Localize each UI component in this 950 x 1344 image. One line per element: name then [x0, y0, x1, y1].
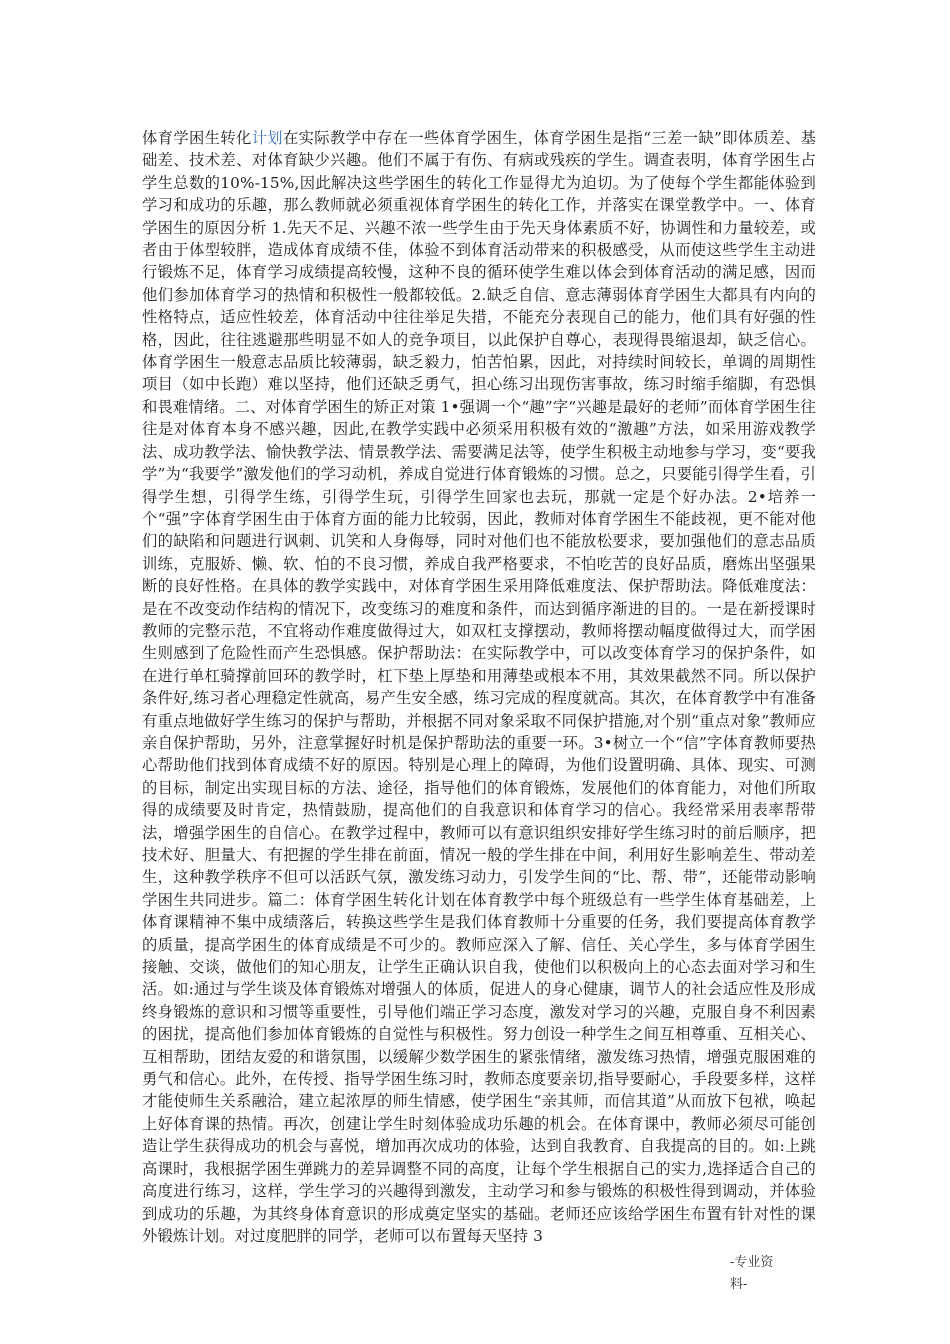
body-paragraph	[142, 127, 816, 1247]
body-text: 在实际教学中存在一些体育学困生，体育学困生是指“三差一缺”即体质差、基础差、技术差、对体育缺少兴趣。他们不属于有伤、有病或残疾的学生。调查表明，体育学困生占学生总数的10%-15%,因此解决这些学困生的转化工作显得尤为迫切。为了使每个学生都能体验到学习和成功的乐趣，那么教师就必须重视体育学困生的转化工作，并落实在课堂教学中。一、体育学困生的原因分析 1.先天不足、兴趣不浓一些学生由于先天身体素质不好，协调性和力量较差，或者由于体型较胖，造成体育成绩不佳，体验不到体育活动带来的积极感受，从而使这些学生主动进行锻炼不足，体育学习成绩提高较慢，这种不良的循环使学生难以体会到体育活动的满足感，因而他们参加体育学习的热情和积极性一般都较低。2.缺乏自信、意志薄弱体育学困生大都具有内向的性格特点，适应性较差，体育活动中往往举足失措，不能充分表现自己的能力，他们具有好强的性格，因此，往往逃避那些明显不如人的竞争项目，以此保护自尊心，表现得畏缩退却，缺乏信心。体育学困生一般意志品质比较薄弱，缺乏毅力，怕苦怕累，因此，对持续时间较长，单调的周期性项目（如中长跑）难以坚持，他们还缺乏勇气，担心练习出现伤害事故，练习时缩手缩脚，有恐惧和畏难情绪。二、对体育学困生的矫正对策 1•强调一个“趣”字“兴趣是最好的老师”而体育学困生往往是对体育本身不感兴趣，因此,在教学实践中必须采用积极有效的“激趣”方法，如采用游戏教学法、成功教学法、愉快教学法、情景教学法、需要满足法等，使学生积极主动地参与学习，变“要我学”为“我要学”激发他们的学习动机，养成自觉进行体育锻炼的习惯。总之，只要能引得学生看，引得学生想，引得学生练，引得学生玩，引得学生回家也去玩，那就一定是个好办法。2•培养一个“强”字体育学困生由于体育方面的能力比较弱，因此，教师对体育学困生不能歧视，更不能对他们的缺陷和问题进行讽刺、讥笑和人身侮辱，同时对他们也不能放松要求，要加强他们的意志品质训练，克服娇、懒、软、怕的不良习惯，养成自我严格要求，不怕吃苦的良好品质，磨炼出坚强果断的良好性格。在具体的教学实践中，对体育学困生采用降低难度法、保护帮助法。降低难度法：是在不改变动作结构的情况下，改变练习的难度和条件，而达到循序渐进的目的。一是在新授课时教师的完整示范，不宜将动作难度做得过大，如双杠支撑摆动，教师将摆动幅度做得过大，而学困生则感到了危险性而产生恐惧感。保护帮助法：在实际教学中，可以改变体育学习的保护条件，如在进行单杠骑撑前回环的教学时，杠下垫上厚垫和用薄垫或根本不用，其效果截然不同。所以保护条件好,练习者心理稳定性就高，易产生安全感，练习完成的程度就高。其次，在体育教学中有准备有重点地做好学生练习的保护与帮助，并根据不同对象采取不同保护措施,对个别“重点对象”教师应亲自保护帮助，另外，注意掌握好时机是保护帮助法的重要一环。3•树立一个“信”字体育教师要热心帮助他们找到体育成绩不好的原因。特别是心理上的障碍，为他们设置明确、具体、现实、可测的目标，制定出实现目标的方法、途径，指导他们的体育锻炼，发展他们的体育能力，对他们所取得的成绩要及时肯定，热情鼓励，提高他们的自我意识和体育学习的信心。我经常采用表率帮带法，增强学困生的自信心。在教学过程中，教师可以有意识组织安排好学生练习时的前后顺序，把技术好、胆量大、有把握的学生排在前面，情况一般的学生排在中间，利用好生影响差生、带动差生，这种教学秩序不但可以活跃气氛，激发练习动力，引发学生间的“比、帮、带”，还能带动影响学困生共同进步。篇二：体育学困生转化计划在体育教学中每个班级总有一些学生体育基础差，上体育课精神不集中成绩落后，转换这些学生是我们体育教师十分重要的任务，我们要提高体育教学的质量，提高学困生的体育成绩是不可少的。教师应深入了解、信任、关心学生，多与体育学困生接触、交谈，做他们的知心朋友，让学生正确认识自我，使他们以积极向上的心态去面对学习和生活。如:通过与学生谈及体育锻炼对增强人的体质，促进人的身心健康，调节人的社会适应性及形成终身锻炼的意识和习惯等重要性，引导他们端正学习态度，激发对学习的兴趣，克服自身不利因素的困扰，提高他们参加体育锻炼的自觉性与积极性。努力创设一种学生之间互相尊重、互相关心、互相帮助，团结友爱的和谐氛围，以缓解少数学困生的紧张情绪，激发练习热情，增强克服困难的勇气和信心。此外，在传授、指导学困生练习时，教师态度要亲切,指导要耐心，手段要多样，这样才能使师生关系融洽，建立起浓厚的师生情感，使学困生“亲其师，而信其道”从而放下包袱，唤起上好体育课的热情。再次，创建让学生时刻体验成功乐趣的机会。在体育课中，教师必须尽可能创造让学生获得成功的机会与喜悦，增加再次成功的体验，达到自我教育、自我提高的目的。如:上跳高课时，我根据学困生弹跳力的差异调整不同的高度，让每个学生根据自己的实力,选择适合自己的高度进行练习，这样，学生学习的兴趣得到激发，主动学习和参与锻炼的积极性得到调动，并体验到成功的乐趣，为其终身体育意识的形成奠定坚实的基础。老师还应该给学困生布置有针对性的课外锻炼计划。对过度肥胖的同学，老师可以布置每天坚持 3	[142, 129, 816, 1245]
page-footer: -专业资料-	[730, 1255, 774, 1292]
plan-link[interactable]: 计划	[251, 129, 283, 147]
intro-text: 体育学困生转化	[142, 129, 252, 147]
